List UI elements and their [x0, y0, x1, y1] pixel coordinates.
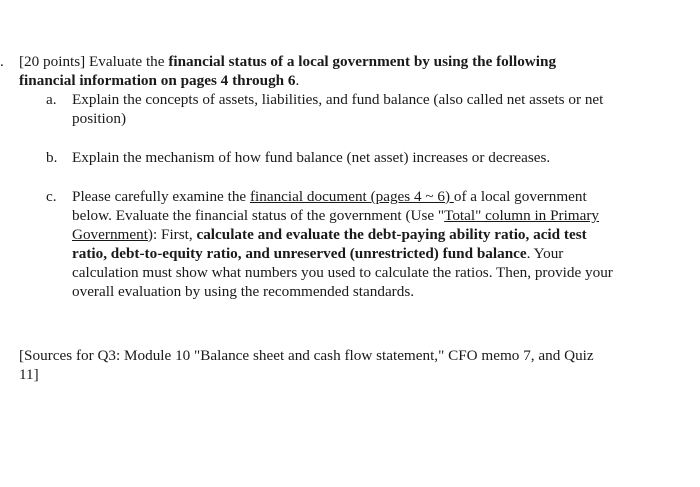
- government-reference: Government: [72, 226, 148, 243]
- list-item-a: [46, 90, 676, 128]
- list-item-c: [46, 187, 676, 301]
- list-item-a-line-1: Explain the concepts of assets, liabilities, and fund balance (also called net assets or net: [72, 91, 604, 108]
- list-item-b-line-1: Explain the mechanism of how fund balance (net asset) increases or decreases.: [72, 149, 551, 166]
- question-intro-bold: financial status of a local government by using the following: [168, 53, 557, 70]
- list-item-c-line-6: overall evaluation by using the recommended standards.: [72, 283, 415, 300]
- list-item-c-line-2: [72, 206, 676, 225]
- text-segment: of a local government: [453, 188, 587, 205]
- list-item-c-line-1: [72, 187, 676, 206]
- sources-note: [19, 346, 679, 384]
- sources-line-2: 11]: [19, 366, 39, 383]
- list-item-label-a: a.: [46, 91, 57, 108]
- question-marker: .: [0, 53, 4, 70]
- text-segment: below. Evaluate the financial status of the government (Use ": [72, 207, 445, 224]
- ratio-instructions-bold-2: ratio, debt-to-equity ratio, and unreserved (unrestricted) fund balance: [72, 245, 527, 262]
- financial-document-reference: financial document (pages 4 ~ 6): [249, 188, 454, 205]
- question-intro: [19, 52, 679, 90]
- total-column-reference: Total" column in Primary: [444, 207, 600, 224]
- question-intro-bold-2: financial information on pages 4 through 6: [19, 72, 296, 89]
- list-item-label-c: c.: [46, 188, 57, 205]
- ratio-instructions-bold: calculate and evaluate the debt-paying ability ratio, acid test: [196, 226, 587, 243]
- question-intro-text: [20 points] Evaluate the: [19, 53, 169, 70]
- list-item-c-line-5: calculation must show what numbers you used to calculate the ratios. Then, provide your: [72, 264, 613, 281]
- list-item-c-line-4: [72, 244, 676, 263]
- question-intro-line-1: [19, 52, 679, 71]
- text-segment: ): First,: [147, 226, 197, 243]
- list-item-label-b: b.: [46, 149, 58, 166]
- question-intro-period: .: [295, 72, 300, 89]
- question-intro-line-2: [19, 71, 679, 90]
- list-item-a-line-2: position): [72, 110, 127, 127]
- list-item-c-line-3: [72, 225, 676, 244]
- text-segment: . Your: [526, 245, 564, 262]
- sources-line-1: [Sources for Q3: Module 10 "Balance sheet and cash flow statement," CFO memo 7, and Quiz: [19, 347, 594, 364]
- list-item-b: [46, 148, 676, 167]
- text-segment: Please carefully examine the: [72, 188, 250, 205]
